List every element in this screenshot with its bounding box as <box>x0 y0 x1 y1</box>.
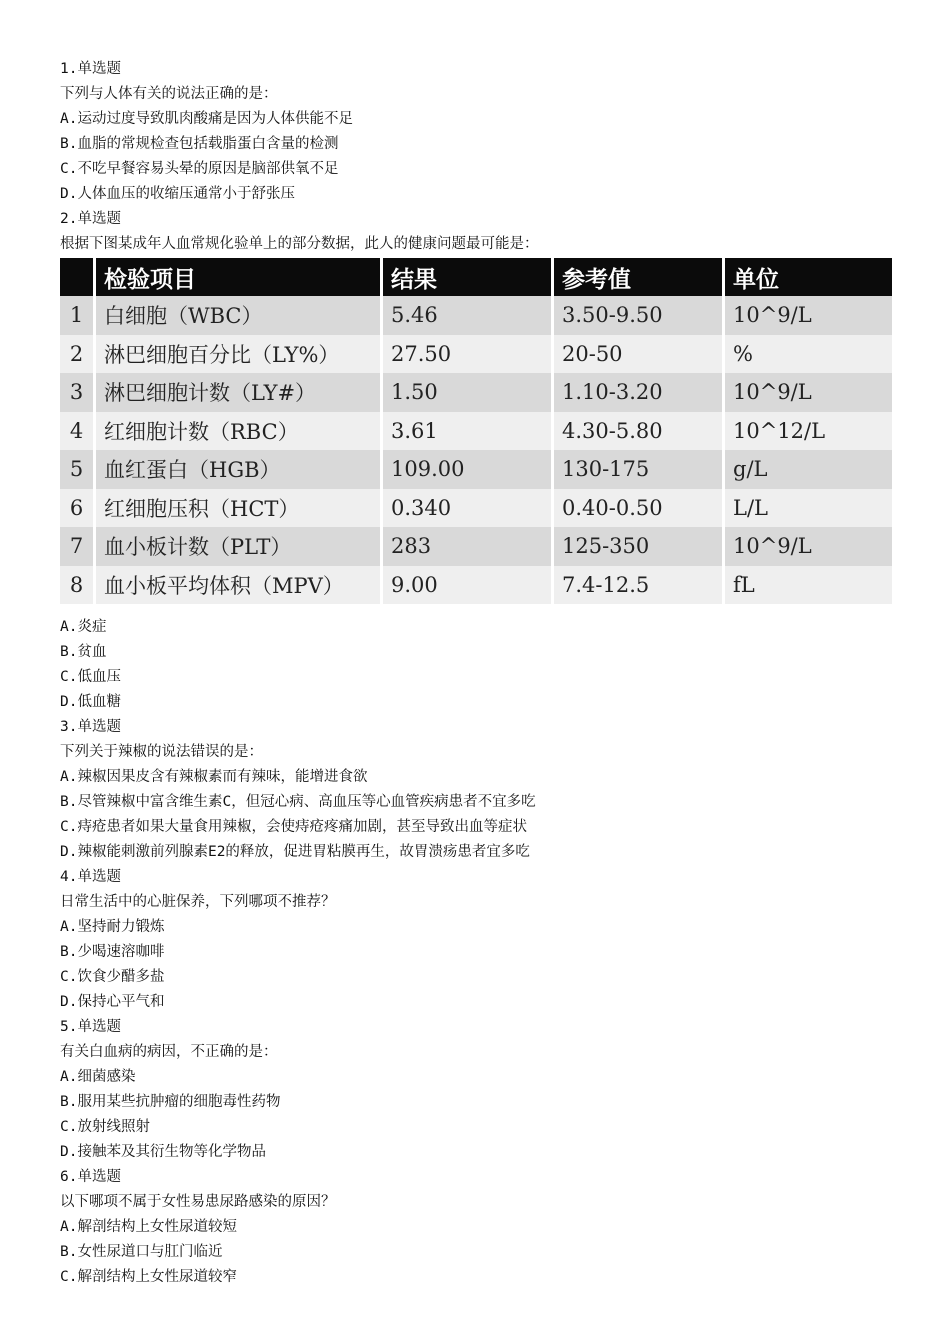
q1-option-c: C.不吃早餐容易头晕的原因是脑部供氧不足 <box>60 161 339 177</box>
row-unit: fL <box>722 566 892 605</box>
row-result: 9.00 <box>380 566 551 605</box>
row-reference: 20-50 <box>551 335 722 374</box>
row-unit: L/L <box>722 489 892 528</box>
q1-option-a: A.运动过度导致肌肉酸痛是因为人体供能不足 <box>60 111 353 127</box>
row-unit: g/L <box>722 450 892 489</box>
header-unit: 单位 <box>722 258 892 296</box>
row-item: 红细胞压积（HCT） <box>93 489 380 528</box>
q1-option-d: D.人体血压的收缩压通常小于舒张压 <box>60 186 295 202</box>
table-row <box>60 296 892 335</box>
q3-stem: 下列关于辣椒的说法错误的是： <box>60 744 263 760</box>
row-index: 2 <box>60 335 93 374</box>
q2-option-b: B.贫血 <box>60 644 107 660</box>
row-index: 6 <box>60 489 93 528</box>
q3-option-c: C.痔疮患者如果大量食用辣椒，会使痔疮疼痛加剧，甚至导致出血等症状 <box>60 819 527 835</box>
table-row <box>60 450 892 489</box>
row-item: 红细胞计数（RBC） <box>93 412 380 451</box>
q2-option-c: C.低血压 <box>60 669 121 685</box>
row-index: 3 <box>60 373 93 412</box>
row-unit: % <box>722 335 892 374</box>
row-index: 4 <box>60 412 93 451</box>
q3-option-a: A.辣椒因果皮含有辣椒素而有辣味，能增进食欲 <box>60 769 368 785</box>
q3-option-d: D.辣椒能刺激前列腺素E2的释放，促进胃粘膜再生，故胃溃疡患者宜多吃 <box>60 844 530 860</box>
row-reference: 3.50-9.50 <box>551 296 722 335</box>
row-result: 3.61 <box>380 412 551 451</box>
q4-stem: 日常生活中的心脏保养，下列哪项不推荐？ <box>60 894 336 910</box>
table-row <box>60 412 892 451</box>
row-item: 血红蛋白（HGB） <box>93 450 380 489</box>
row-unit: 10^9/L <box>722 527 892 566</box>
row-reference: 7.4-12.5 <box>551 566 722 605</box>
q2-stem: 根据下图某成年人血常规化验单上的部分数据，此人的健康问题最可能是： <box>60 236 539 252</box>
header-index <box>60 258 93 296</box>
table-row <box>60 335 892 374</box>
q4-option-a: A.坚持耐力锻炼 <box>60 919 165 935</box>
q6-option-c: C.解剖结构上女性尿道较窄 <box>60 1269 237 1285</box>
q6-option-b: B.女性尿道口与肛门临近 <box>60 1244 223 1260</box>
q6-title: 6.单选题 <box>60 1169 121 1185</box>
q2-option-d: D.低血糖 <box>60 694 121 710</box>
q2-option-a: A.炎症 <box>60 619 107 635</box>
table-row <box>60 566 892 605</box>
row-unit: 10^9/L <box>722 296 892 335</box>
row-result: 27.50 <box>380 335 551 374</box>
row-reference: 1.10-3.20 <box>551 373 722 412</box>
row-reference: 130-175 <box>551 450 722 489</box>
q5-option-c: C.放射线照射 <box>60 1119 150 1135</box>
q5-stem: 有关白血病的病因，不正确的是： <box>60 1044 278 1060</box>
blood-test-table <box>60 258 892 604</box>
row-result: 0.340 <box>380 489 551 528</box>
row-reference: 4.30-5.80 <box>551 412 722 451</box>
q3-option-b: B.尽管辣椒中富含维生素C，但冠心病、高血压等心血管疾病患者不宜多吃 <box>60 794 536 810</box>
row-result: 5.46 <box>380 296 551 335</box>
header-reference: 参考值 <box>551 258 722 296</box>
row-result: 1.50 <box>380 373 551 412</box>
row-item: 淋巴细胞百分比（LY%） <box>93 335 380 374</box>
q5-title: 5.单选题 <box>60 1019 121 1035</box>
table-header-row <box>60 258 892 296</box>
row-unit: 10^12/L <box>722 412 892 451</box>
row-unit: 10^9/L <box>722 373 892 412</box>
row-index: 5 <box>60 450 93 489</box>
q5-option-b: B.服用某些抗肿瘤的细胞毒性药物 <box>60 1094 281 1110</box>
q2-title: 2.单选题 <box>60 211 121 227</box>
table-row <box>60 373 892 412</box>
q1-option-b: B.血脂的常规检查包括载脂蛋白含量的检测 <box>60 136 339 152</box>
q6-option-a: A.解剖结构上女性尿道较短 <box>60 1219 237 1235</box>
row-reference: 0.40-0.50 <box>551 489 722 528</box>
q1-stem: 下列与人体有关的说法正确的是： <box>60 86 278 102</box>
row-item: 淋巴细胞计数（LY#） <box>93 373 380 412</box>
row-result: 109.00 <box>380 450 551 489</box>
row-reference: 125-350 <box>551 527 722 566</box>
row-index: 1 <box>60 296 93 335</box>
row-item: 血小板计数（PLT） <box>93 527 380 566</box>
header-item: 检验项目 <box>93 258 380 296</box>
row-item: 白细胞（WBC） <box>93 296 380 335</box>
q4-option-b: B.少喝速溶咖啡 <box>60 944 165 960</box>
row-item: 血小板平均体积（MPV） <box>93 566 380 605</box>
table-row <box>60 489 892 528</box>
q4-option-c: C.饮食少醋多盐 <box>60 969 165 985</box>
q3-title: 3.单选题 <box>60 719 121 735</box>
q5-option-d: D.接触苯及其衍生物等化学物品 <box>60 1144 266 1160</box>
table-row <box>60 527 892 566</box>
header-result: 结果 <box>380 258 551 296</box>
row-index: 8 <box>60 566 93 605</box>
q4-title: 4.单选题 <box>60 869 121 885</box>
q6-stem: 以下哪项不属于女性易患尿路感染的原因？ <box>60 1194 336 1210</box>
row-result: 283 <box>380 527 551 566</box>
q5-option-a: A.细菌感染 <box>60 1069 136 1085</box>
q4-option-d: D.保持心平气和 <box>60 994 165 1010</box>
q1-title: 1.单选题 <box>60 61 121 77</box>
row-index: 7 <box>60 527 93 566</box>
